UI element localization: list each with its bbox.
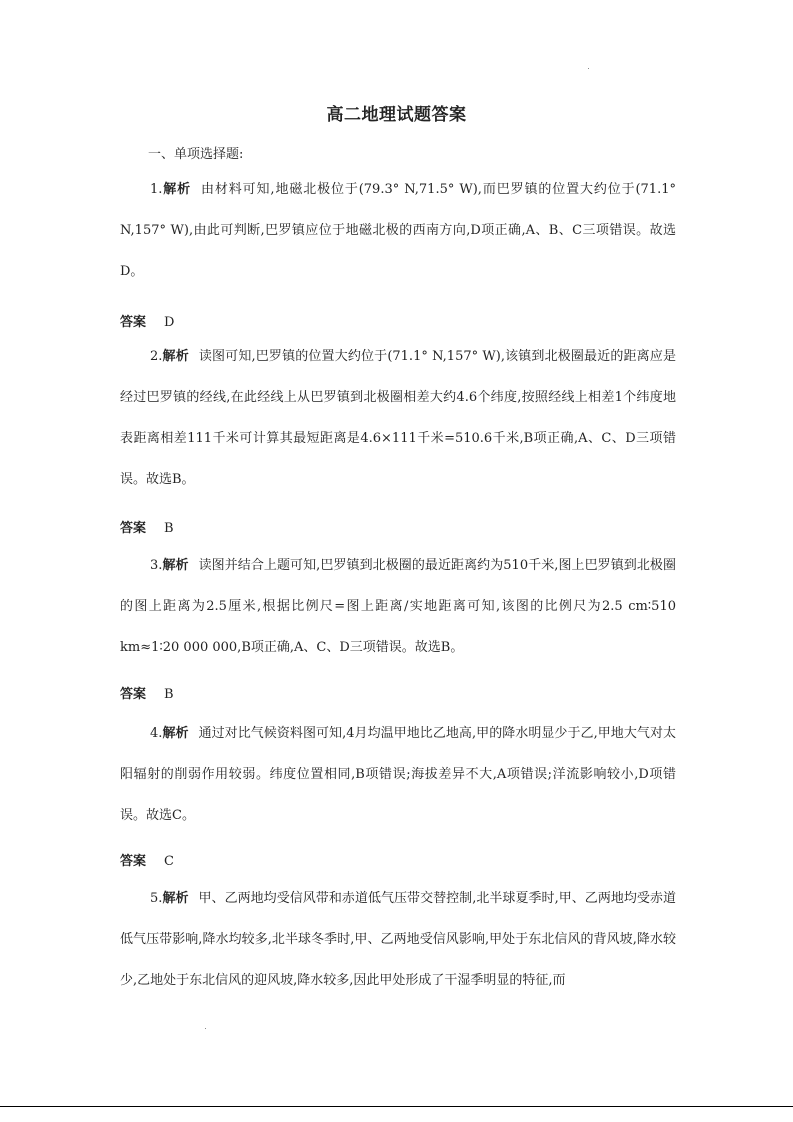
explanation-label: 解析 <box>162 891 189 906</box>
answer-value: B <box>164 687 174 702</box>
question-3-answer <box>120 683 174 702</box>
question-number: 1. <box>150 182 163 197</box>
explanation-text: 甲、乙两地均受信风带和赤道低气压带交替控制,北半球夏季时,甲、乙两地均受赤道低气压带影响,降水均较多,北半球冬季时,甲、乙两地受信风影响,甲处于东北信风的背风坡,降水较少,乙地处于东北信风的迎风坡,降水较多,因此甲处形成了干湿季明显的特征,而 <box>120 891 676 988</box>
question-5-explanation <box>120 878 676 1001</box>
explanation-text: 由材料可知,地磁北极位于(79.3° N,71.5° W),而巴罗镇的位置大约位于(71.1° N,157° W),由此可判断,巴罗镇应位于地磁北极的西南方向,D项正确,A、B、C三项错误。故选D。 <box>120 182 676 279</box>
explanation-text: 读图可知,巴罗镇的位置大约位于(71.1° N,157° W),该镇到北极圈最近的距离应是经过巴罗镇的经线,在此经线上从巴罗镇到北极圈相差大约4.6个纬度,按照经线上相差1个纬度地表距离相差111千米可计算其最短距离是4.6×111千米=510.6千米,B项正确,A、C、D三项错误。故选B。 <box>120 349 676 487</box>
question-4-answer <box>120 850 174 869</box>
answer-value: D <box>164 315 175 330</box>
question-4-explanation <box>120 713 676 836</box>
question-number: 5. <box>150 891 163 906</box>
question-2-answer <box>120 517 174 536</box>
question-number: 2. <box>150 349 163 364</box>
explanation-label: 解析 <box>162 558 189 573</box>
question-1-explanation <box>120 169 676 292</box>
answer-label: 答案 <box>120 315 147 330</box>
explanation-text: 通过对比气候资料图可知,4月均温甲地比乙地高,甲的降水明显少于乙,甲地大气对太阳辐射的削弱作用较弱。纬度位置相同,B项错误;海拔差异不大,A项错误;洋流影响较小,D项错误。故选C。 <box>120 726 676 823</box>
answer-value: C <box>164 854 174 869</box>
question-number: 4. <box>150 726 163 741</box>
scan-speck <box>205 1028 206 1029</box>
question-1-answer <box>120 311 174 330</box>
document-title: 高二地理试题答案 <box>326 105 467 125</box>
answer-label: 答案 <box>120 521 147 536</box>
explanation-label: 解析 <box>162 182 192 197</box>
explanation-text: 读图并结合上题可知,巴罗镇到北极圈的最近距离约为510千米,图上巴罗镇到北极圈的图上距离为2.5厘米,根据比例尺=图上距离/实地距离可知,该图的比例尺为2.5 cm∶510 km≈1∶20 000 000,B项正确,A、C、D三项错误。故选B。 <box>120 558 676 655</box>
section-heading: 一、单项选择题: <box>148 147 244 162</box>
question-3-explanation <box>120 545 676 668</box>
answer-value: B <box>164 521 174 536</box>
explanation-label: 解析 <box>162 349 189 364</box>
page-bottom-rule <box>0 1106 793 1107</box>
question-2-explanation <box>120 336 676 500</box>
answer-label: 答案 <box>120 687 147 702</box>
answer-label: 答案 <box>120 854 147 869</box>
explanation-label: 解析 <box>162 726 189 741</box>
scan-speck <box>588 68 589 69</box>
question-number: 3. <box>150 558 163 573</box>
